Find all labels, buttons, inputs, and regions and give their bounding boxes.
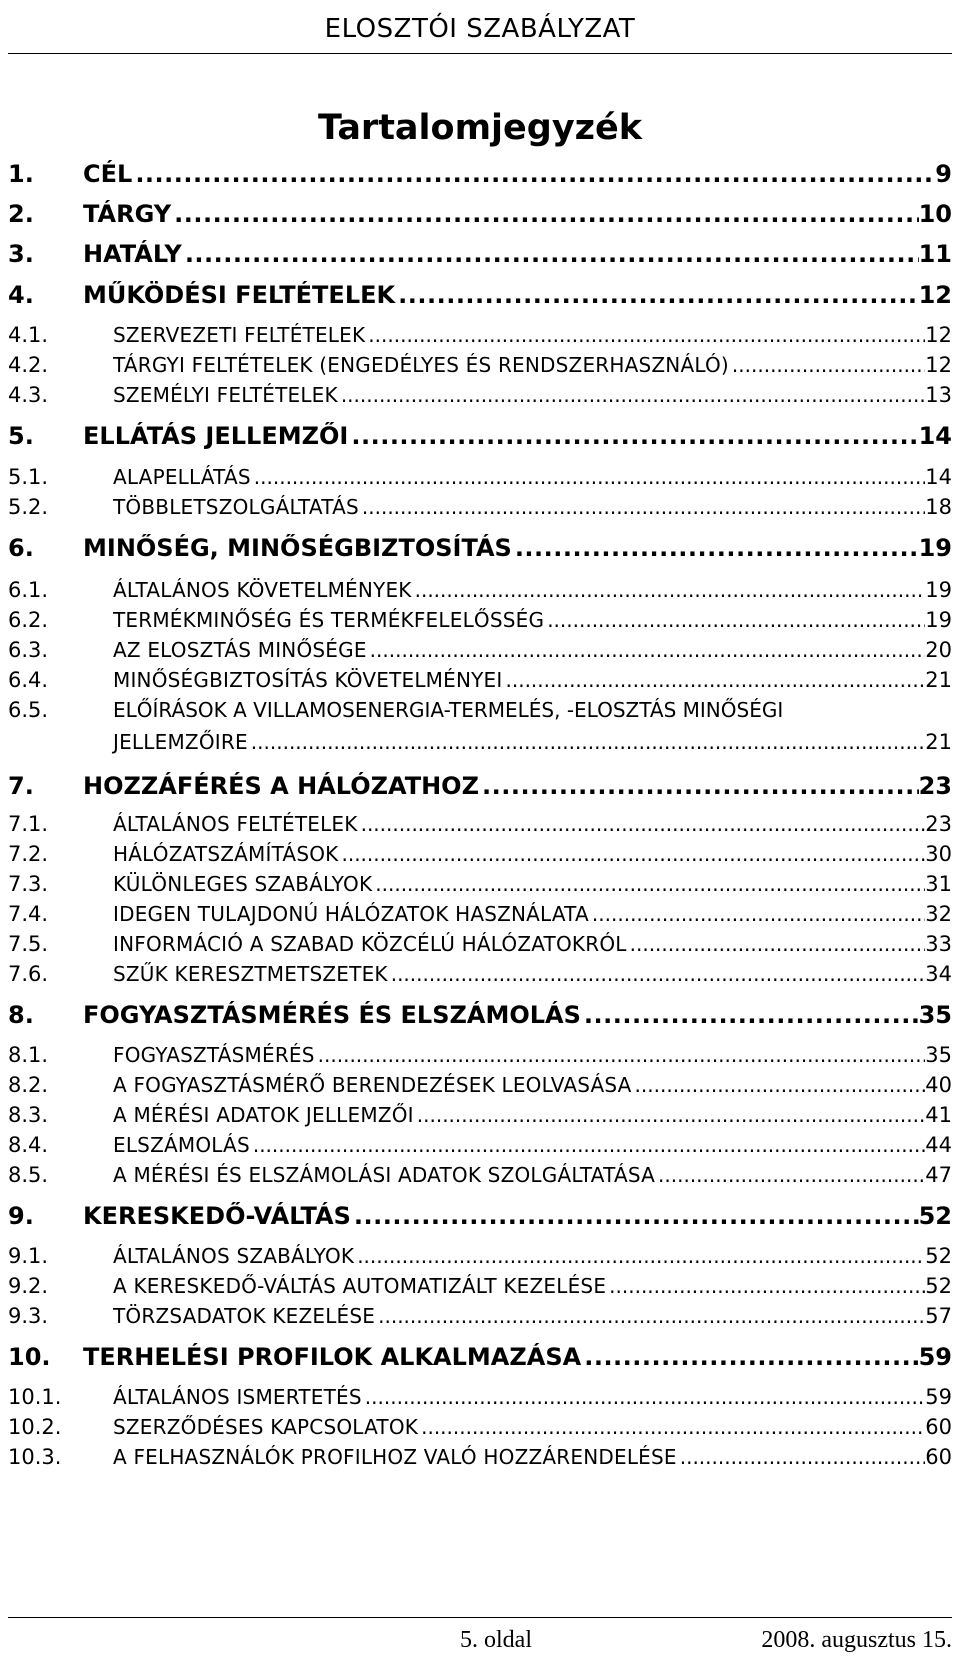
toc-entry-page: 9 (935, 160, 952, 188)
toc-entry-page: 59 (925, 1385, 952, 1409)
toc-entry-label: SZERVEZETI FELTÉTELEK (113, 323, 366, 347)
toc-section[interactable] (8, 1103, 952, 1131)
dot-leader (680, 1445, 926, 1469)
toc-entry-page: 52 (925, 1274, 952, 1298)
toc-entry-label: FOGYASZTÁSMÉRÉS (113, 1043, 315, 1067)
toc-entry-label: FOGYASZTÁSMÉRÉS ÉS ELSZÁMOLÁS (83, 1001, 581, 1029)
toc-entry-number: 8.4. (8, 1133, 49, 1157)
toc-entry-label: ELLÁTÁS JELLEMZŐI (83, 422, 349, 450)
toc-entry-number: 7.3. (8, 872, 49, 896)
toc-section[interactable] (8, 1244, 952, 1272)
toc-chapter[interactable] (8, 281, 952, 311)
toc-entry-number: 8.1. (8, 1043, 49, 1067)
toc-section[interactable] (8, 668, 952, 696)
toc-title: Tartalomjegyzék (317, 108, 643, 148)
footer-page-number: 5. oldal (460, 1627, 532, 1653)
toc-section[interactable] (8, 638, 952, 666)
toc-entry-label: TERMÉKMINŐSÉG ÉS TERMÉKFELELŐSSÉG (113, 608, 545, 632)
dot-leader (506, 668, 926, 692)
toc-section[interactable] (8, 1043, 952, 1071)
toc-section[interactable] (8, 1133, 952, 1161)
toc-entry-label: INFORMÁCIÓ A SZABAD KÖZCÉLÚ HÁLÓZATOKRÓL (113, 932, 627, 956)
toc-entry-page: 59 (918, 1343, 952, 1371)
toc-entry-label: ÁLTALÁNOS FELTÉTELEK (113, 812, 358, 836)
dot-leader (630, 932, 926, 956)
toc-entry-label: A MÉRÉSI ADATOK JELLEMZŐI (113, 1103, 414, 1127)
toc-section[interactable] (8, 842, 952, 870)
toc-entry-label: KÜLÖNLEGES SZABÁLYOK (113, 872, 373, 896)
toc-entry-page: 35 (925, 1043, 952, 1067)
dot-leader (415, 578, 926, 602)
toc-section[interactable] (8, 962, 952, 990)
toc-entry-label: SZEMÉLYI FELTÉTELEK (113, 383, 338, 407)
toc-section[interactable] (8, 578, 952, 606)
toc-entry-number: 8. (8, 1001, 34, 1029)
toc-entry-page: 12 (925, 323, 952, 347)
toc-entry-number: 10.3. (8, 1445, 62, 1469)
toc-chapter[interactable] (8, 534, 952, 564)
toc-entry-number: 10. (8, 1343, 51, 1371)
toc-entry-number: 4.3. (8, 383, 49, 407)
toc-entry-number: 7. (8, 772, 34, 800)
toc-entry-number: 7.1. (8, 812, 49, 836)
toc-section[interactable] (8, 1274, 952, 1302)
header-divider (8, 53, 952, 54)
dot-leader (357, 1244, 925, 1268)
toc-entry-number: 9.1. (8, 1244, 49, 1268)
dot-leader (584, 1001, 919, 1029)
dot-leader (351, 422, 918, 450)
dot-leader (341, 842, 925, 866)
toc-entry-label: TÖBBLETSZOLGÁLTATÁS (113, 495, 359, 519)
toc-entry-page: 52 (925, 1244, 952, 1268)
toc-entry-page: 47 (925, 1163, 952, 1187)
toc-entry-page: 32 (925, 902, 952, 926)
toc-section[interactable] (8, 812, 952, 840)
toc-entry-number: 7.6. (8, 962, 49, 986)
toc-entry-number: 10.1. (8, 1385, 62, 1409)
toc-entry-number: 6.2. (8, 608, 49, 632)
toc-entry-page: 40 (925, 1073, 952, 1097)
footer-date: 2008. augusztus 15. (761, 1627, 952, 1653)
toc-entry-label: A FELHASZNÁLÓK PROFILHOZ VALÓ HOZZÁRENDELÉSE (113, 1445, 677, 1469)
toc-entry-label: HATÁLY (83, 240, 182, 268)
dot-leader (135, 160, 935, 188)
document-header: ELOSZTÓI SZABÁLYZAT (324, 14, 636, 44)
toc-entry-label: ÁLTALÁNOS KÖVETELMÉNYEK (113, 578, 412, 602)
toc-entry-label: KERESKEDŐ-VÁLTÁS (83, 1202, 351, 1230)
toc-entry-page: 12 (918, 281, 952, 309)
toc-entry-page: 19 (925, 578, 952, 602)
toc-entry-label: HOZZÁFÉRÉS A HÁLÓZATHOZ (83, 772, 479, 800)
dot-leader (635, 1073, 926, 1097)
toc-entry-number: 1. (8, 160, 34, 188)
toc-entry-number: 7.4. (8, 902, 49, 926)
toc-entry-number: 8.2. (8, 1073, 49, 1097)
toc-entry-page: 30 (925, 842, 952, 866)
toc-section[interactable] (8, 353, 952, 381)
toc-entry-label: SZŰK KERESZTMETSZETEK (113, 962, 388, 986)
toc-entry-label: ALAPELLÁTÁS (113, 465, 251, 489)
dot-leader (732, 353, 925, 377)
toc-entry-number: 3. (8, 240, 34, 268)
toc-entry-number: 5.2. (8, 495, 49, 519)
toc-entry-page: 19 (918, 534, 952, 562)
dot-leader (253, 1133, 925, 1157)
toc-section[interactable] (8, 1385, 952, 1413)
dot-leader (370, 638, 926, 662)
toc-section[interactable] (8, 698, 952, 760)
toc-entry-label: MŰKÖDÉSI FELTÉTELEK (83, 281, 396, 309)
toc-entry-number: 4.2. (8, 353, 49, 377)
toc-entry-page: 41 (925, 1103, 952, 1127)
toc-section[interactable] (8, 608, 952, 636)
dot-leader (354, 1202, 919, 1230)
toc-entry-page: 33 (925, 932, 952, 956)
toc-chapter[interactable] (8, 1001, 952, 1031)
toc-entry-label: TÁRGYI FELTÉTELEK (ENGEDÉLYES ÉS RENDSZERHASZNÁLÓ) (113, 353, 729, 377)
dot-leader (391, 962, 926, 986)
toc-entry-number: 9.3. (8, 1304, 49, 1328)
toc-entry-page: 18 (925, 495, 952, 519)
dot-leader (341, 383, 925, 407)
toc-section[interactable] (8, 1304, 952, 1332)
toc-entry-page: 14 (918, 422, 952, 450)
toc-entry-label: A MÉRÉSI ÉS ELSZÁMOLÁSI ADATOK SZOLGÁLTATÁSA (113, 1163, 656, 1187)
toc-entry-label: ÁLTALÁNOS ISMERTETÉS (113, 1385, 362, 1409)
dot-leader (584, 1343, 918, 1371)
toc-entry-label: TERHELÉSI PROFILOK ALKALMAZÁSA (83, 1343, 582, 1371)
dot-leader (318, 1043, 926, 1067)
toc-entry-page: 60 (925, 1415, 952, 1439)
toc-entry-label: A KERESKEDŐ-VÁLTÁS AUTOMATIZÁLT KEZELÉSE (113, 1274, 607, 1298)
toc-entry-label: AZ ELOSZTÁS MINŐSÉGE (113, 638, 367, 662)
toc-entry-page: 60 (925, 1445, 952, 1469)
toc-entry-page: 57 (925, 1304, 952, 1328)
dot-leader (417, 1103, 926, 1127)
dot-leader (368, 323, 925, 347)
toc-entry-number: 8.3. (8, 1103, 49, 1127)
toc-entry-number: 2. (8, 200, 34, 228)
dot-leader (185, 240, 919, 268)
toc-section[interactable] (8, 902, 952, 930)
toc-chapter[interactable] (8, 772, 952, 802)
toc-entry-page: 12 (925, 353, 952, 377)
toc-entry-label: CÉL (83, 160, 133, 188)
toc-entry-page: 14 (925, 465, 952, 489)
toc-entry-number: 8.5. (8, 1163, 49, 1187)
toc-entry-number: 5. (8, 422, 34, 450)
dot-leader (174, 200, 918, 228)
toc-entry-number: 6. (8, 534, 34, 562)
toc-entry-number: 7.2. (8, 842, 49, 866)
toc-entry-page: 13 (925, 383, 952, 407)
toc-chapter[interactable] (8, 240, 952, 270)
dot-leader (421, 1415, 925, 1439)
toc-section[interactable] (8, 383, 952, 411)
toc-entry-label: MINŐSÉGBIZTOSÍTÁS KÖVETELMÉNYEI (113, 668, 503, 692)
toc-entry-page: 52 (918, 1202, 952, 1230)
toc-entry-number: 4. (8, 281, 34, 309)
dot-leader (378, 1304, 925, 1328)
dot-leader (362, 495, 925, 519)
toc-entry-label: A FOGYASZTÁSMÉRŐ BERENDEZÉSEK LEOLVASÁSA (113, 1073, 632, 1097)
toc-entry-label: TÖRZSADATOK KEZELÉSE (113, 1304, 376, 1328)
dot-leader (398, 281, 918, 309)
toc-entry-number: 6.1. (8, 578, 49, 602)
toc-section[interactable] (8, 932, 952, 960)
dot-leader (254, 465, 925, 489)
dot-leader (361, 812, 926, 836)
toc-entry-page: 31 (925, 872, 952, 896)
toc-entry-page: 20 (925, 638, 952, 662)
dot-leader (482, 772, 919, 800)
toc-section[interactable] (8, 495, 952, 523)
toc-section[interactable] (8, 872, 952, 900)
toc-section[interactable] (8, 465, 952, 493)
dot-leader (365, 1385, 925, 1409)
toc-entry-label: ÁLTALÁNOS SZABÁLYOK (113, 1244, 355, 1268)
toc-entry-label: SZERZŐDÉSES KAPCSOLATOK (113, 1415, 419, 1439)
toc-entry-number: 4.1. (8, 323, 49, 347)
toc-chapter[interactable] (8, 1202, 952, 1232)
toc-entry-number: 5.1. (8, 465, 49, 489)
toc-entry-page: 34 (925, 962, 952, 986)
dot-leader (251, 730, 925, 754)
toc-chapter[interactable] (8, 200, 952, 230)
dot-leader (609, 1274, 925, 1298)
toc-entry-label: IDEGEN TULAJDONÚ HÁLÓZATOK HASZNÁLATA (113, 902, 589, 926)
toc-entry-number: 9.2. (8, 1274, 49, 1298)
toc-entry-page: 35 (918, 1001, 952, 1029)
toc-entry-page: 19 (925, 608, 952, 632)
toc-entry-page: 21 (925, 668, 952, 692)
dot-leader (375, 872, 925, 896)
toc-entry-label: HÁLÓZATSZÁMÍTÁSOK (113, 842, 339, 866)
toc-entry-number: 6.4. (8, 668, 49, 692)
toc-entry-label-continued: JELLEMZŐIRE (113, 730, 248, 754)
toc-chapter[interactable] (8, 1343, 952, 1373)
toc-section[interactable] (8, 1073, 952, 1101)
toc-entry-number: 7.5. (8, 932, 49, 956)
toc-section[interactable] (8, 1415, 952, 1443)
toc-entry-page: 23 (925, 812, 952, 836)
dot-leader (515, 534, 919, 562)
dot-leader (658, 1163, 925, 1187)
toc-entry-page: 23 (918, 772, 952, 800)
toc-entry-label: MINŐSÉG, MINŐSÉGBIZTOSÍTÁS (83, 534, 512, 562)
toc-entry-label: ELŐÍRÁSOK A VILLAMOSENERGIA-TERMELÉS, -ELOSZTÁS MINŐSÉGI (113, 698, 784, 722)
toc-entry-label: TÁRGY (83, 200, 172, 228)
toc-entry-label: ELSZÁMOLÁS (113, 1133, 250, 1157)
toc-chapter[interactable] (8, 160, 952, 190)
toc-entry-page: 44 (925, 1133, 952, 1157)
footer-divider (8, 1617, 952, 1618)
toc-entry-page: 10 (918, 200, 952, 228)
toc-entry-number: 6.5. (8, 698, 49, 722)
toc-entry-number: 9. (8, 1202, 34, 1230)
toc-entry-page: 11 (918, 240, 952, 268)
dot-leader (547, 608, 925, 632)
toc-section[interactable] (8, 323, 952, 351)
toc-chapter[interactable] (8, 422, 952, 452)
toc-section[interactable] (8, 1163, 952, 1191)
toc-entry-page: 21 (925, 730, 952, 754)
toc-section[interactable] (8, 1445, 952, 1473)
dot-leader (592, 902, 925, 926)
toc-entry-number: 6.3. (8, 638, 49, 662)
toc-entry-number: 10.2. (8, 1415, 62, 1439)
